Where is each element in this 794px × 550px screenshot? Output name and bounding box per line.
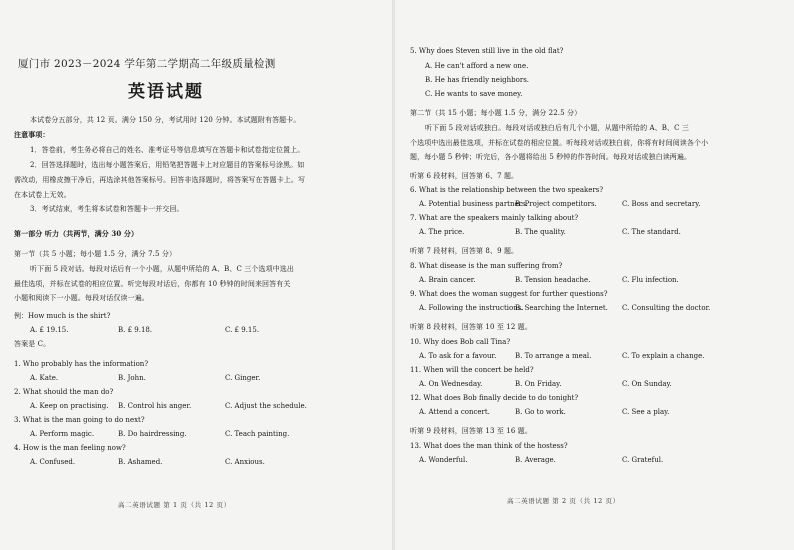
question-11: 11. When will the concert be held? (410, 366, 534, 374)
intro-text: 本试卷分五部分，共 12 页。满分 150 分，考试用时 120 分钟。本试题附有答题卡。 (30, 116, 301, 124)
q9-option-a: A. Following the instructions. (419, 304, 524, 312)
page-fold (392, 0, 395, 550)
section-1-instruction-2: 最佳选项，并标在试卷的相应位置。听完每段对话后，你都有 10 秒钟的时间来回答有关 (14, 280, 291, 288)
example-answer: 答案是 C。 (14, 340, 51, 348)
example-option-b: B. £ 9.18. (118, 326, 153, 334)
q12-option-c: C. See a play. (622, 408, 670, 416)
question-4: 4. How is the man feeling now? (14, 444, 126, 452)
group-8-heading: 听第 8 段材料，回答第 10 至 12 题。 (410, 323, 532, 331)
question-8: 8. What disease is the man suffering from? (410, 262, 563, 270)
section-2-heading: 第二节（共 15 小题；每小题 1.5 分，满分 22.5 分） (410, 109, 582, 117)
page-1-footer: 高二英语试题 第 1 页（共 12 页） (118, 501, 231, 509)
group-6-heading: 听第 6 段材料，回答第 6、7 题。 (410, 172, 519, 180)
q12-option-a: A. Attend a concert. (419, 408, 490, 416)
example-option-a: A. £ 19.15. (30, 326, 69, 334)
q1-option-b: B. John. (118, 374, 146, 382)
note-2-line-3: 在本试卷上无效。 (14, 191, 71, 199)
question-5: 5. Why does Steven still live in the old flat? (410, 47, 564, 55)
section-1-instruction-1: 听下面 5 段对话。每段对话后有一个小题，从题中所给的 A、B、C 三个选项中选出 (30, 265, 295, 273)
question-13: 13. What does the man think of the hostess? (410, 442, 568, 450)
question-2: 2. What should the man do? (14, 388, 114, 396)
q2-option-c: C. Adjust the schedule. (225, 402, 307, 410)
note-2-line-2: 需改动，用橡皮擦干净后，再选涂其他答案标号。回答非选择题时，将答案写在答题卡上。写 (14, 176, 306, 184)
q7-option-b: B. The quality. (515, 228, 566, 236)
q12-option-b: B. Go to work. (515, 408, 566, 416)
example-option-c: C. £ 9.15. (225, 326, 260, 334)
q6-option-a: A. Potential business partners. (419, 200, 528, 208)
q11-option-a: A. On Wednesday. (419, 380, 483, 388)
section-2-instruction-3: 题，每小题 5 秒钟；听完后，各小题将给出 5 秒钟的作答时间。每段对话或独白读两遍。 (410, 153, 692, 161)
q6-option-b: B. Project competitors. (515, 200, 597, 208)
q9-option-c: C. Consulting the doctor. (622, 304, 711, 312)
q8-option-b: B. Tension headache. (515, 276, 591, 284)
q5-option-c: C. He wants to save money. (425, 90, 523, 98)
q10-option-b: B. To arrange a meal. (515, 352, 592, 360)
notes-heading: 注意事项： (14, 130, 50, 139)
note-3: 3．考试结束，考生将本试卷和答题卡一并交回。 (30, 205, 184, 213)
question-1: 1. Who probably has the information? (14, 360, 149, 368)
group-7-heading: 听第 7 段材料，回答第 8、9 题。 (410, 247, 519, 255)
question-7: 7. What are the speakers mainly talking about? (410, 214, 579, 222)
q13-option-c: C. Grateful. (622, 456, 664, 464)
page-1 (0, 0, 390, 550)
q3-option-b: B. Do hairdressing. (118, 430, 187, 438)
exam-title: 厦门市 2023－2024 学年第二学期高二年级质量检测 (18, 58, 276, 70)
q13-option-b: B. Average. (515, 456, 556, 464)
q2-option-b: B. Control his anger. (118, 402, 192, 410)
q1-option-c: C. Ginger. (225, 374, 261, 382)
part-1-heading: 第一部分 听力（共两节，满分 30 分） (14, 229, 139, 238)
q7-option-c: C. The standard. (622, 228, 681, 236)
page-2 (397, 0, 787, 550)
q4-option-b: B. Ashamed. (118, 458, 163, 466)
q13-option-a: A. Wonderful. (419, 456, 468, 464)
q5-option-a: A. He can't afford a new one. (425, 62, 529, 70)
q5-option-b: B. He has friendly neighbors. (425, 76, 530, 84)
question-3: 3. What is the man going to do next? (14, 416, 145, 424)
q2-option-a: A. Keep on practising. (30, 402, 109, 410)
q11-option-b: B. On Friday. (515, 380, 562, 388)
section-1-instruction-3: 小题和阅读下一小题。每段对话仅读一遍。 (14, 294, 149, 302)
q6-option-c: C. Boss and secretary. (622, 200, 701, 208)
q10-option-c: C. To explain a change. (622, 352, 705, 360)
section-2-instruction-2: 个选项中选出最佳选项，并标在试卷的相应位置。听每段对话或独白前，你将有时间阅读各个小 (410, 139, 709, 147)
question-6: 6. What is the relationship between the two speakers? (410, 186, 604, 194)
q4-option-c: C. Anxious. (225, 458, 265, 466)
note-2-line-1: 2．回答选择题时，选出每小题答案后，用铅笔把答题卡上对应题目的答案标号涂黑。如 (30, 161, 305, 169)
q8-option-c: C. Flu infection. (622, 276, 679, 284)
q9-option-b: B. Searching the Internet. (515, 304, 608, 312)
note-1: 1．答卷前，考生务必将自己的姓名、准考证号等信息填写在答题卡和试卷指定位置上。 (30, 146, 305, 154)
q8-option-a: A. Brain cancer. (419, 276, 476, 284)
q10-option-a: A. To ask for a favour. (419, 352, 497, 360)
question-9: 9. What does the woman suggest for further questions? (410, 290, 608, 298)
question-12: 12. What does Bob finally decide to do tonight? (410, 394, 579, 402)
q1-option-a: A. Kate. (30, 374, 59, 382)
q3-option-a: A. Perform magic. (30, 430, 95, 438)
q4-option-a: A. Confused. (30, 458, 76, 466)
section-1-heading: 第一节（共 5 小题；每小题 1.5 分，满分 7.5 分） (14, 250, 177, 258)
example-question: 例：How much is the shirt? (14, 312, 111, 320)
page-2-footer: 高二英语试题 第 2 页（共 12 页） (507, 497, 620, 505)
q3-option-c: C. Teach painting. (225, 430, 290, 438)
question-10: 10. Why does Bob call Tina? (410, 338, 511, 346)
q11-option-c: C. On Sunday. (622, 380, 672, 388)
group-9-heading: 听第 9 段材料，回答第 13 至 16 题。 (410, 427, 532, 435)
subject-title: 英语试题 (128, 82, 204, 102)
section-2-instruction-1: 听下面 5 段对话或独白。每段对话或独白后有几个小题，从题中所给的 A、B、C 三 (425, 124, 690, 132)
q7-option-a: A. The price. (419, 228, 465, 236)
